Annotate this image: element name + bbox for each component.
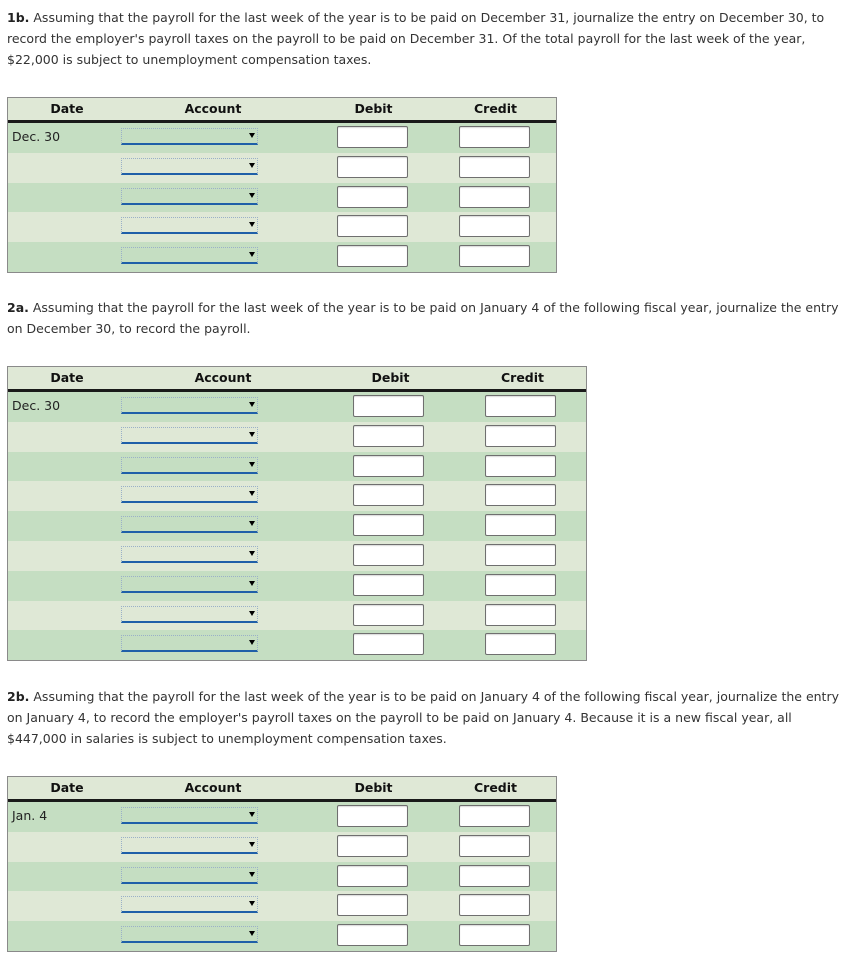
journal-row [8, 212, 556, 242]
journal-row [8, 541, 586, 571]
journal-row [8, 153, 556, 183]
column-header-date: Date [50, 101, 84, 116]
account-select[interactable] [121, 188, 258, 205]
journal-row [8, 481, 586, 511]
account-select[interactable] [121, 546, 258, 563]
column-header-credit: Credit [473, 780, 518, 795]
credit-input[interactable] [485, 425, 556, 447]
credit-input[interactable] [459, 865, 530, 887]
dropdown-arrow-icon [249, 551, 255, 556]
dropdown-arrow-icon [249, 462, 255, 467]
column-header-account: Account [184, 780, 242, 795]
question-label: 1b. [7, 10, 30, 25]
debit-input[interactable] [353, 574, 424, 596]
account-select[interactable] [121, 158, 258, 175]
credit-input[interactable] [459, 245, 530, 267]
question-2b [7, 686, 855, 749]
journal-row [8, 832, 556, 862]
debit-input[interactable] [353, 544, 424, 566]
account-select[interactable] [121, 457, 258, 474]
account-select[interactable] [121, 397, 258, 414]
question-label: 2b. [7, 689, 30, 704]
credit-input[interactable] [459, 805, 530, 827]
credit-input[interactable] [459, 835, 530, 857]
table-header [8, 367, 586, 392]
column-header-date: Date [50, 780, 84, 795]
account-select[interactable] [121, 217, 258, 234]
debit-input[interactable] [337, 126, 408, 148]
account-select[interactable] [121, 635, 258, 652]
dropdown-arrow-icon [249, 163, 255, 168]
question-text: Assuming that the payroll for the last week of the year is to be paid on January 4 of the following fiscal year, journalize the entry on December 30, to record the payroll. [7, 300, 839, 336]
entry-date: Dec. 30 [12, 129, 61, 144]
credit-input[interactable] [485, 604, 556, 626]
debit-input[interactable] [353, 514, 424, 536]
account-select[interactable] [121, 516, 258, 533]
dropdown-arrow-icon [249, 872, 255, 877]
debit-input[interactable] [337, 215, 408, 237]
column-header-credit: Credit [473, 101, 518, 116]
debit-input[interactable] [337, 865, 408, 887]
column-header-date: Date [50, 370, 84, 385]
column-header-debit: Debit [354, 101, 393, 116]
credit-input[interactable] [485, 544, 556, 566]
debit-input[interactable] [353, 484, 424, 506]
account-select[interactable] [121, 896, 258, 913]
debit-input[interactable] [337, 894, 408, 916]
journal-row [8, 422, 586, 452]
credit-input[interactable] [485, 455, 556, 477]
credit-input[interactable] [459, 924, 530, 946]
credit-input[interactable] [485, 484, 556, 506]
dropdown-arrow-icon [249, 402, 255, 407]
credit-input[interactable] [485, 574, 556, 596]
column-header-account: Account [184, 101, 242, 116]
column-header-credit: Credit [500, 370, 545, 385]
account-select[interactable] [121, 486, 258, 503]
dropdown-arrow-icon [249, 611, 255, 616]
journal-row [8, 601, 586, 631]
debit-input[interactable] [337, 805, 408, 827]
journal-row [8, 802, 556, 832]
credit-input[interactable] [459, 894, 530, 916]
journal-row [8, 392, 586, 422]
dropdown-arrow-icon [249, 222, 255, 227]
debit-input[interactable] [337, 924, 408, 946]
debit-input[interactable] [353, 455, 424, 477]
column-header-account: Account [194, 370, 252, 385]
account-select[interactable] [121, 576, 258, 593]
credit-input[interactable] [459, 126, 530, 148]
journal-table-1b [7, 97, 557, 273]
dropdown-arrow-icon [249, 842, 255, 847]
journal-table-2a [7, 366, 587, 661]
table-header [8, 98, 556, 123]
credit-input[interactable] [459, 186, 530, 208]
journal-row [8, 891, 556, 921]
credit-input[interactable] [459, 215, 530, 237]
debit-input[interactable] [337, 186, 408, 208]
dropdown-arrow-icon [249, 491, 255, 496]
journal-row [8, 242, 556, 272]
question-1b [7, 7, 855, 70]
credit-input[interactable] [459, 156, 530, 178]
account-select[interactable] [121, 867, 258, 884]
account-select[interactable] [121, 247, 258, 264]
account-select[interactable] [121, 807, 258, 824]
column-header-debit: Debit [354, 780, 393, 795]
question-text: Assuming that the payroll for the last week of the year is to be paid on January 4 of the following fiscal year, journalize the entry on January 4, to record the employer's payroll taxes on the payroll to be paid on January 4. Because it is a new fiscal year, all $447,000 in salaries is subject to unemployment compensation taxes. [7, 689, 839, 746]
journal-row [8, 183, 556, 213]
dropdown-arrow-icon [249, 581, 255, 586]
table-header [8, 777, 556, 802]
credit-input[interactable] [485, 633, 556, 655]
dropdown-arrow-icon [249, 252, 255, 257]
question-label: 2a. [7, 300, 29, 315]
question-text: Assuming that the payroll for the last week of the year is to be paid on December 31, journalize the entry on December 30, to record the employer's payroll taxes on the payroll to be paid on December 31. Of the total payroll for the last week of the year, $22,000 is subject to unemployment compensation taxes. [7, 10, 825, 67]
account-select[interactable] [121, 606, 258, 623]
account-select[interactable] [121, 128, 258, 145]
credit-input[interactable] [485, 514, 556, 536]
dropdown-arrow-icon [249, 521, 255, 526]
account-select[interactable] [121, 837, 258, 854]
journal-row [8, 862, 556, 892]
journal-row [8, 921, 556, 951]
journal-row [8, 511, 586, 541]
account-select[interactable] [121, 427, 258, 444]
journal-table-2b [7, 776, 557, 952]
question-2a [7, 297, 855, 339]
debit-input[interactable] [353, 395, 424, 417]
debit-input[interactable] [337, 835, 408, 857]
entry-date: Jan. 4 [12, 808, 48, 823]
debit-input[interactable] [337, 156, 408, 178]
dropdown-arrow-icon [249, 193, 255, 198]
debit-input[interactable] [353, 633, 424, 655]
dropdown-arrow-icon [249, 901, 255, 906]
journal-row [8, 571, 586, 601]
column-header-debit: Debit [371, 370, 410, 385]
dropdown-arrow-icon [249, 640, 255, 645]
journal-row [8, 452, 586, 482]
credit-input[interactable] [485, 395, 556, 417]
debit-input[interactable] [353, 425, 424, 447]
entry-date: Dec. 30 [12, 398, 61, 413]
dropdown-arrow-icon [249, 812, 255, 817]
debit-input[interactable] [337, 245, 408, 267]
dropdown-arrow-icon [249, 432, 255, 437]
journal-row [8, 123, 556, 153]
dropdown-arrow-icon [249, 133, 255, 138]
journal-row [8, 630, 586, 660]
dropdown-arrow-icon [249, 931, 255, 936]
debit-input[interactable] [353, 604, 424, 626]
account-select[interactable] [121, 926, 258, 943]
